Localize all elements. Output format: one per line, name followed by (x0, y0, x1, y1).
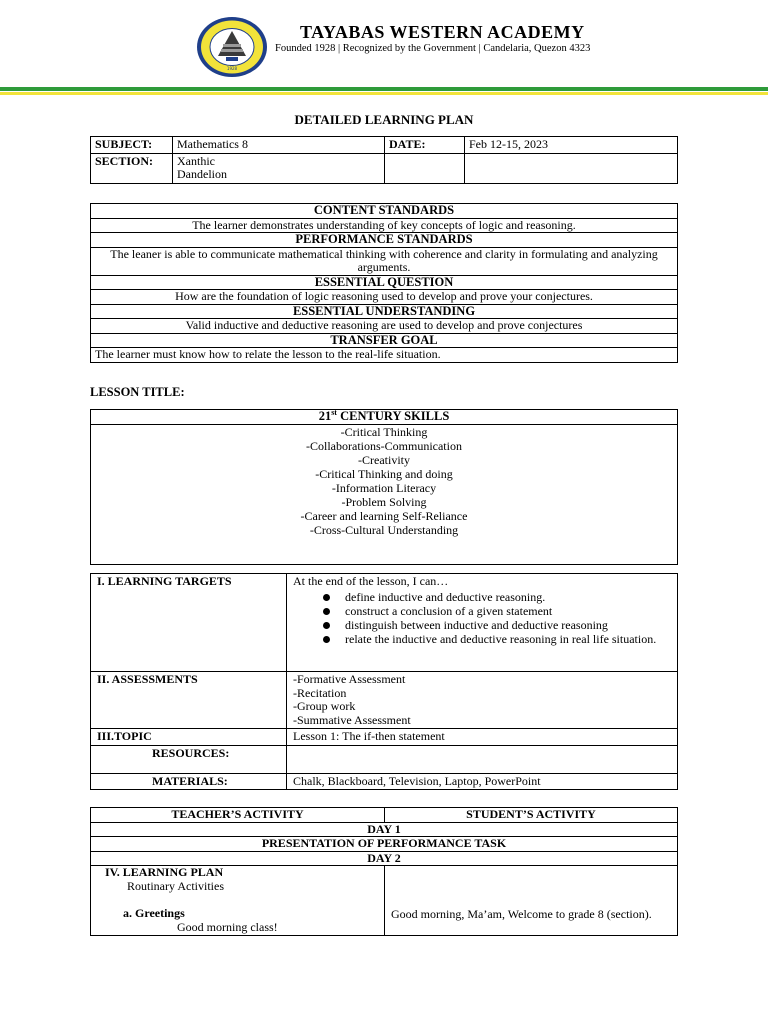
day-1-heading: DAY 1 (91, 822, 678, 837)
header-divider-yellow (0, 92, 768, 95)
empty-cell (385, 153, 465, 183)
materials-value: Chalk, Blackboard, Television, Laptop, PowerPoint (287, 773, 678, 790)
skill-item: -Creativity (358, 452, 410, 467)
essential-question-heading: ESSENTIAL QUESTION (91, 275, 678, 290)
date-value: Feb 12-15, 2023 (465, 137, 678, 154)
assessment-item: -Formative Assessment (293, 672, 406, 686)
section-value-1: Xanthic (177, 153, 215, 168)
school-seal-icon (196, 16, 268, 78)
section-value (173, 153, 385, 183)
greetings-heading: a. Greetings (123, 906, 185, 920)
skills-heading-rest: CENTURY SKILLS (336, 409, 450, 423)
assessment-item: -Recitation (293, 685, 347, 700)
performance-task-heading: PRESENTATION OF PERFORMANCE TASK (91, 837, 678, 852)
page-header (0, 0, 768, 100)
section-label: SECTION: (91, 153, 173, 183)
transfer-goal-heading: TRANSFER GOAL (91, 333, 678, 348)
bullet-icon (323, 622, 330, 629)
performance-standards-text: The leaner is able to communicate mathematical thinking with coherence and clarity in formulating and analyzing arguments. (91, 247, 678, 275)
target-item (293, 632, 671, 646)
empty-cell (465, 153, 678, 183)
subject-value: Mathematics 8 (173, 137, 385, 154)
seal-year: 1928 (226, 66, 238, 71)
skill-item: -Critical Thinking and doing (315, 466, 453, 481)
learning-targets-intro: At the end of the lesson, I can… (293, 574, 449, 588)
bullet-icon (323, 636, 330, 643)
subject-table (90, 136, 678, 184)
skill-item: -Problem Solving (341, 494, 427, 509)
essential-understanding-heading: ESSENTIAL UNDERSTANDING (91, 304, 678, 319)
transfer-goal-text: The learner must know how to relate the lesson to the real-life situation. (91, 348, 678, 363)
skill-item: -Collaborations-Communication (306, 438, 462, 453)
day-2-heading: DAY 2 (91, 851, 678, 866)
assessment-item: -Group work (293, 699, 356, 713)
learning-targets-list (293, 590, 671, 646)
performance-standards-heading: PERFORMANCE STANDARDS (91, 233, 678, 248)
learning-targets-label: I. LEARNING TARGETS (91, 574, 287, 672)
topic-value: Lesson 1: The if-then statement (287, 729, 678, 746)
target-item (293, 604, 671, 618)
teacher-activity-heading: TEACHER’S ACTIVITY (91, 808, 385, 823)
target-item (293, 590, 671, 604)
skill-item: -Critical Thinking (340, 424, 428, 439)
student-activity-heading: STUDENT’S ACTIVITY (385, 808, 678, 823)
bullet-icon (323, 608, 330, 615)
assessments-label: II. ASSESSMENTS (91, 672, 287, 729)
subject-label: SUBJECT: (91, 137, 173, 154)
target-text: relate the inductive and deductive reasoning in real life situation. (345, 631, 657, 646)
student-greeting: Good morning, Ma’am, Welcome to grade 8 (section). (391, 907, 652, 921)
learning-plan-heading: IV. LEARNING PLAN (105, 865, 224, 879)
learning-targets-table (90, 573, 678, 790)
lesson-title-label: LESSON TITLE: (90, 385, 185, 399)
routinary-activities: Routinary Activities (127, 878, 224, 893)
skills-table (90, 409, 678, 565)
resources-label: RESOURCES: (91, 745, 287, 773)
student-activity-cell (385, 866, 678, 936)
materials-label: MATERIALS: (91, 773, 287, 790)
teacher-activity-cell (91, 866, 385, 936)
standards-table (90, 203, 678, 363)
teacher-greeting: Good morning class! (177, 919, 278, 934)
essential-understanding-text: Valid inductive and deductive reasoning are used to develop and prove conjectures (91, 319, 678, 334)
skills-list (91, 424, 678, 564)
activity-table (90, 807, 678, 936)
skills-heading-sup: st (331, 407, 337, 417)
topic-label: III.TOPIC (91, 729, 287, 746)
content-standards-heading: CONTENT STANDARDS (91, 204, 678, 219)
target-text: distinguish between inductive and deductive reasoning (345, 617, 608, 632)
bullet-icon (323, 594, 330, 601)
learning-targets-content (287, 574, 678, 672)
section-value-2: Dandelion (177, 167, 227, 181)
resources-value (287, 745, 678, 773)
header-divider-green (0, 87, 768, 91)
essential-question-text: How are the foundation of logic reasoning used to develop and prove your conjectures. (91, 290, 678, 305)
skill-item: -Career and learning Self-Reliance (300, 508, 468, 523)
content-standards-text: The learner demonstrates understanding of key concepts of logic and reasoning. (91, 218, 678, 233)
skill-item: -Information Literacy (331, 480, 437, 495)
school-name: TAYABAS WESTERN ACADEMY (300, 22, 585, 42)
target-text: construct a conclusion of a given statement (345, 603, 553, 618)
skills-heading (91, 407, 678, 425)
skills-heading-num: 21 (318, 409, 332, 423)
assessments-list (287, 672, 678, 729)
date-label: DATE: (385, 137, 465, 154)
assessment-item: -Summative Assessment (293, 712, 411, 727)
target-item (293, 618, 671, 632)
school-subline: Founded 1928 | Recognized by the Government | Candelaria, Quezon 4323 (275, 43, 591, 54)
target-text: define inductive and deductive reasoning. (345, 589, 546, 604)
document-title: DETAILED LEARNING PLAN (294, 112, 474, 127)
skill-item: -Cross-Cultural Understanding (309, 522, 459, 537)
